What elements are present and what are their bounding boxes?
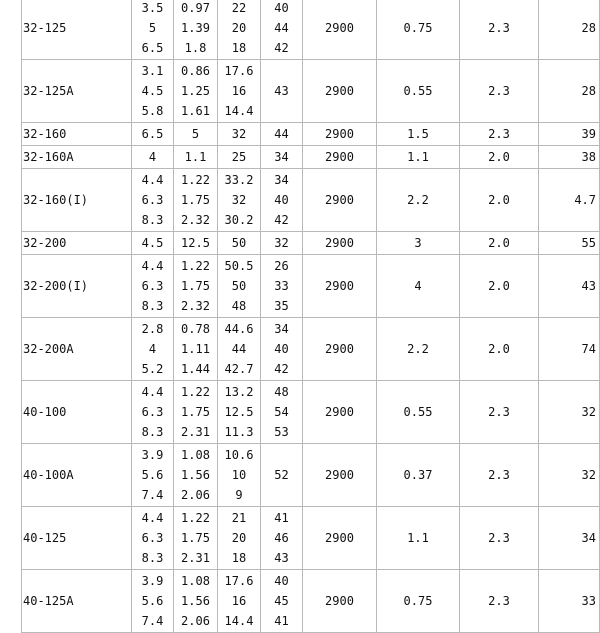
flow-ls-value: 1.75 <box>181 405 210 419</box>
flow-value: 5.6 <box>141 594 164 608</box>
model-value: 32-125 <box>23 21 67 35</box>
weight-cell <box>539 255 600 318</box>
weight-cell <box>539 444 600 507</box>
model-cell <box>22 0 132 60</box>
head-value: 25 <box>231 150 247 164</box>
weight-value: 32 <box>581 468 596 482</box>
head-value: 22 <box>231 1 247 15</box>
speed-value: 2900 <box>325 84 354 98</box>
npsh-cell <box>460 444 539 507</box>
head-value: 14.4 <box>224 104 254 118</box>
speed-cell <box>303 146 377 169</box>
power-cell <box>377 381 460 444</box>
speed-value: 2900 <box>325 236 354 250</box>
head-value: 48 <box>231 299 247 313</box>
table-row <box>22 232 600 255</box>
table-row <box>22 255 600 318</box>
flow-ls-value: 0.78 <box>181 322 210 336</box>
head-value: 17.6 <box>224 574 254 588</box>
speed-value: 2900 <box>325 193 354 207</box>
flow-ls-value: 12.5 <box>181 236 210 250</box>
flow-ls-cell <box>174 146 218 169</box>
flow-value: 4.5 <box>141 236 164 250</box>
flow-value: 5.8 <box>141 104 164 118</box>
flow-value: 8.3 <box>141 213 164 227</box>
efficiency-cell <box>261 169 303 232</box>
flow-value: 6.5 <box>141 127 164 141</box>
speed-value: 2900 <box>325 279 354 293</box>
model-cell <box>22 146 132 169</box>
model-cell <box>22 507 132 570</box>
flow-ls-value: 1.61 <box>181 104 210 118</box>
efficiency-value: 40 <box>274 1 289 15</box>
flow-ls-cell <box>174 60 218 123</box>
flow-value: 4.5 <box>141 84 164 98</box>
head-value: 33.2 <box>224 173 254 187</box>
flow-ls-value: 2.32 <box>181 213 210 227</box>
npsh-cell <box>460 381 539 444</box>
power-value: 0.75 <box>403 594 433 608</box>
table-row <box>22 60 600 123</box>
head-value: 18 <box>231 41 247 55</box>
head-cell <box>218 0 261 60</box>
flow-value: 3.9 <box>141 574 164 588</box>
weight-cell <box>539 570 600 633</box>
speed-value: 2900 <box>325 150 354 164</box>
flow-cell <box>132 232 174 255</box>
head-value: 9 <box>235 488 243 502</box>
flow-cell <box>132 507 174 570</box>
speed-value: 2900 <box>325 21 354 35</box>
model-cell <box>22 169 132 232</box>
head-value: 13.2 <box>224 385 254 399</box>
pump-spec-table <box>21 0 600 633</box>
head-value: 32 <box>231 193 247 207</box>
speed-cell <box>303 318 377 381</box>
power-value: 0.75 <box>403 21 433 35</box>
speed-cell <box>303 507 377 570</box>
npsh-value: 2.0 <box>488 193 510 207</box>
flow-ls-cell <box>174 570 218 633</box>
weight-cell <box>539 123 600 146</box>
weight-value: 39 <box>581 127 596 141</box>
flow-value: 5.2 <box>141 362 164 376</box>
flow-value: 4 <box>148 342 157 356</box>
model-value: 40-125A <box>23 594 74 608</box>
head-value: 10.6 <box>224 448 254 462</box>
weight-cell <box>539 169 600 232</box>
flow-ls-cell <box>174 232 218 255</box>
model-value: 32-200(I) <box>23 279 89 293</box>
weight-value: 34 <box>581 531 596 545</box>
flow-value: 6.3 <box>141 531 164 545</box>
speed-cell <box>303 570 377 633</box>
npsh-cell <box>460 169 539 232</box>
speed-cell <box>303 381 377 444</box>
npsh-value: 2.0 <box>488 342 510 356</box>
power-value: 2.2 <box>407 342 429 356</box>
power-value: 0.55 <box>403 84 433 98</box>
npsh-value: 2.3 <box>488 21 510 35</box>
flow-cell <box>132 146 174 169</box>
flow-ls-value: 1.22 <box>181 173 210 187</box>
npsh-cell <box>460 60 539 123</box>
efficiency-value: 53 <box>274 425 289 439</box>
flow-value: 5 <box>148 21 157 35</box>
power-cell <box>377 444 460 507</box>
flow-value: 2.8 <box>141 322 164 336</box>
efficiency-value: 45 <box>274 594 289 608</box>
efficiency-cell <box>261 232 303 255</box>
flow-value: 5.6 <box>141 468 164 482</box>
efficiency-value: 42 <box>274 41 289 55</box>
head-value: 50 <box>231 236 247 250</box>
weight-value: 38 <box>581 150 596 164</box>
table-row <box>22 318 600 381</box>
head-value: 17.6 <box>224 64 254 78</box>
flow-cell <box>132 255 174 318</box>
efficiency-value: 52 <box>274 468 289 482</box>
model-cell <box>22 381 132 444</box>
npsh-value: 2.0 <box>488 236 510 250</box>
model-cell <box>22 60 132 123</box>
weight-cell <box>539 232 600 255</box>
flow-value: 6.3 <box>141 405 164 419</box>
flow-value: 4.4 <box>141 385 164 399</box>
power-value: 4 <box>414 279 422 293</box>
flow-cell <box>132 444 174 507</box>
flow-cell <box>132 60 174 123</box>
npsh-cell <box>460 318 539 381</box>
model-value: 32-125A <box>23 84 74 98</box>
table-row <box>22 146 600 169</box>
weight-cell <box>539 0 600 60</box>
head-cell <box>218 255 261 318</box>
flow-ls-value: 1.22 <box>181 259 210 273</box>
speed-cell <box>303 232 377 255</box>
flow-value: 3.9 <box>141 448 164 462</box>
flow-value: 6.5 <box>141 41 164 55</box>
model-cell <box>22 123 132 146</box>
flow-ls-cell <box>174 318 218 381</box>
efficiency-value: 34 <box>274 150 289 164</box>
head-cell <box>218 169 261 232</box>
efficiency-value: 43 <box>274 84 289 98</box>
head-cell <box>218 123 261 146</box>
speed-cell <box>303 255 377 318</box>
model-cell <box>22 318 132 381</box>
flow-value: 8.3 <box>141 299 164 313</box>
efficiency-cell <box>261 507 303 570</box>
table-row <box>22 444 600 507</box>
table-row <box>22 507 600 570</box>
power-cell <box>377 232 460 255</box>
power-value: 0.55 <box>403 405 433 419</box>
power-cell <box>377 318 460 381</box>
flow-value: 3.1 <box>141 64 164 78</box>
npsh-cell <box>460 255 539 318</box>
flow-ls-value: 1.75 <box>181 193 210 207</box>
flow-cell <box>132 570 174 633</box>
npsh-cell <box>460 507 539 570</box>
npsh-value: 2.3 <box>488 531 510 545</box>
efficiency-value: 40 <box>274 193 289 207</box>
head-cell <box>218 60 261 123</box>
head-value: 21 <box>231 511 247 525</box>
table-row <box>22 0 600 60</box>
npsh-value: 2.0 <box>488 150 510 164</box>
weight-value: 43 <box>581 279 596 293</box>
flow-cell <box>132 318 174 381</box>
head-value: 44 <box>231 342 247 356</box>
power-value: 1.5 <box>407 127 429 141</box>
head-value: 18 <box>231 551 247 565</box>
npsh-value: 2.3 <box>488 468 510 482</box>
efficiency-cell <box>261 318 303 381</box>
efficiency-cell <box>261 60 303 123</box>
efficiency-cell <box>261 570 303 633</box>
flow-ls-value: 2.06 <box>181 488 210 502</box>
flow-value: 7.4 <box>141 614 164 628</box>
power-value: 1.1 <box>407 531 429 545</box>
efficiency-cell <box>261 146 303 169</box>
flow-ls-value: 1.22 <box>181 511 210 525</box>
power-cell <box>377 507 460 570</box>
power-cell <box>377 255 460 318</box>
model-cell <box>22 570 132 633</box>
flow-ls-cell <box>174 444 218 507</box>
efficiency-value: 44 <box>274 21 289 35</box>
flow-ls-value: 1.08 <box>181 448 210 462</box>
flow-cell <box>132 169 174 232</box>
flow-ls-value: 1.39 <box>181 21 210 35</box>
efficiency-cell <box>261 255 303 318</box>
head-value: 20 <box>231 531 247 545</box>
head-cell <box>218 146 261 169</box>
power-value: 1.1 <box>407 150 429 164</box>
flow-ls-value: 0.97 <box>181 1 210 15</box>
efficiency-value: 42 <box>274 213 289 227</box>
npsh-cell <box>460 0 539 60</box>
efficiency-cell <box>261 444 303 507</box>
flow-ls-cell <box>174 0 218 60</box>
weight-value: 32 <box>581 405 596 419</box>
flow-ls-value: 1.44 <box>181 362 210 376</box>
weight-cell <box>539 318 600 381</box>
model-value: 32-200A <box>23 342 74 356</box>
head-cell <box>218 570 261 633</box>
flow-ls-value: 1.56 <box>181 468 210 482</box>
efficiency-value: 43 <box>274 551 289 565</box>
efficiency-value: 35 <box>274 299 289 313</box>
npsh-cell <box>460 123 539 146</box>
efficiency-cell <box>261 123 303 146</box>
flow-ls-value: 1.8 <box>184 41 207 55</box>
table-row <box>22 123 600 146</box>
flow-ls-value: 0.86 <box>181 64 210 78</box>
npsh-value: 2.0 <box>488 279 510 293</box>
speed-value: 2900 <box>325 127 354 141</box>
flow-cell <box>132 123 174 146</box>
efficiency-value: 44 <box>274 127 289 141</box>
flow-value: 3.5 <box>141 1 164 15</box>
power-cell <box>377 60 460 123</box>
flow-value: 4.4 <box>141 259 164 273</box>
npsh-cell <box>460 146 539 169</box>
flow-value: 4 <box>148 150 157 164</box>
speed-value: 2900 <box>325 405 354 419</box>
weight-value: 74 <box>581 342 596 356</box>
speed-value: 2900 <box>325 531 354 545</box>
model-cell <box>22 255 132 318</box>
power-value: 3 <box>414 236 422 250</box>
head-value: 50 <box>231 279 247 293</box>
flow-value: 8.3 <box>141 425 164 439</box>
efficiency-value: 32 <box>274 236 289 250</box>
head-cell <box>218 381 261 444</box>
head-value: 42.7 <box>224 362 254 376</box>
weight-cell <box>539 507 600 570</box>
flow-ls-value: 1.56 <box>181 594 210 608</box>
flow-value: 6.3 <box>141 193 164 207</box>
speed-cell <box>303 123 377 146</box>
model-cell <box>22 444 132 507</box>
npsh-value: 2.3 <box>488 84 510 98</box>
flow-ls-cell <box>174 255 218 318</box>
flow-value: 8.3 <box>141 551 164 565</box>
speed-value: 2900 <box>325 594 354 608</box>
flow-value: 6.3 <box>141 279 164 293</box>
speed-value: 2900 <box>325 342 354 356</box>
flow-ls-cell <box>174 381 218 444</box>
weight-value: 33 <box>581 594 596 608</box>
head-value: 20 <box>231 21 247 35</box>
model-cell <box>22 232 132 255</box>
head-value: 30.2 <box>224 213 254 227</box>
npsh-value: 2.3 <box>488 405 510 419</box>
head-value: 16 <box>231 594 247 608</box>
head-cell <box>218 444 261 507</box>
power-cell <box>377 146 460 169</box>
model-value: 32-160A <box>23 150 74 164</box>
model-value: 32-200 <box>23 236 67 250</box>
efficiency-value: 41 <box>274 614 289 628</box>
power-cell <box>377 123 460 146</box>
model-value: 40-100A <box>23 468 74 482</box>
flow-cell <box>132 0 174 60</box>
table-row <box>22 381 600 444</box>
head-value: 50.5 <box>224 259 254 273</box>
speed-cell <box>303 444 377 507</box>
efficiency-value: 40 <box>274 342 289 356</box>
flow-ls-value: 1.11 <box>181 342 210 356</box>
efficiency-value: 33 <box>274 279 289 293</box>
efficiency-value: 34 <box>274 173 289 187</box>
weight-value: 28 <box>581 84 596 98</box>
flow-value: 7.4 <box>141 488 164 502</box>
flow-value: 4.4 <box>141 511 164 525</box>
flow-ls-cell <box>174 169 218 232</box>
table-row <box>22 169 600 232</box>
power-value: 0.37 <box>403 468 433 482</box>
speed-cell <box>303 169 377 232</box>
flow-ls-cell <box>174 507 218 570</box>
head-value: 32 <box>231 127 247 141</box>
head-value: 10 <box>231 468 247 482</box>
power-value: 2.2 <box>407 193 429 207</box>
npsh-cell <box>460 232 539 255</box>
flow-ls-value: 2.31 <box>181 551 210 565</box>
flow-ls-cell <box>174 123 218 146</box>
efficiency-value: 26 <box>274 259 289 273</box>
head-cell <box>218 507 261 570</box>
speed-value: 2900 <box>325 468 354 482</box>
efficiency-value: 46 <box>274 531 289 545</box>
efficiency-cell <box>261 381 303 444</box>
flow-ls-value: 2.32 <box>181 299 210 313</box>
model-value: 40-125 <box>23 531 67 545</box>
flow-ls-value: 2.06 <box>181 614 210 628</box>
flow-ls-value: 2.31 <box>181 425 210 439</box>
head-value: 12.5 <box>224 405 254 419</box>
model-value: 32-160(I) <box>23 193 89 207</box>
speed-cell <box>303 60 377 123</box>
head-value: 16 <box>231 84 247 98</box>
efficiency-value: 54 <box>274 405 289 419</box>
flow-ls-value: 1.75 <box>181 279 210 293</box>
flow-value: 4.4 <box>141 173 164 187</box>
weight-value: 28 <box>581 21 596 35</box>
npsh-cell <box>460 570 539 633</box>
flow-ls-value: 1.25 <box>181 84 210 98</box>
model-value: 32-160 <box>23 127 67 141</box>
head-cell <box>218 318 261 381</box>
weight-value: 55 <box>581 236 596 250</box>
flow-ls-value: 5 <box>191 127 200 141</box>
efficiency-value: 48 <box>274 385 289 399</box>
efficiency-value: 34 <box>274 322 289 336</box>
weight-cell <box>539 146 600 169</box>
speed-cell <box>303 0 377 60</box>
model-value: 40-100 <box>23 405 67 419</box>
power-cell <box>377 169 460 232</box>
flow-ls-value: 1.08 <box>181 574 210 588</box>
head-value: 14.4 <box>224 614 254 628</box>
efficiency-cell <box>261 0 303 60</box>
flow-cell <box>132 381 174 444</box>
flow-ls-value: 1.22 <box>181 385 210 399</box>
power-cell <box>377 0 460 60</box>
weight-cell <box>539 381 600 444</box>
efficiency-value: 41 <box>274 511 289 525</box>
npsh-value: 2.3 <box>488 127 510 141</box>
weight-cell <box>539 60 600 123</box>
efficiency-value: 42 <box>274 362 289 376</box>
efficiency-value: 40 <box>274 574 289 588</box>
weight-value: 4.7 <box>574 193 596 207</box>
flow-ls-value: 1.75 <box>181 531 210 545</box>
head-value: 44.6 <box>224 322 254 336</box>
npsh-value: 2.3 <box>488 594 510 608</box>
head-cell <box>218 232 261 255</box>
head-value: 11.3 <box>224 425 254 439</box>
flow-ls-value: 1.1 <box>184 150 207 164</box>
power-cell <box>377 570 460 633</box>
table-row <box>22 570 600 633</box>
